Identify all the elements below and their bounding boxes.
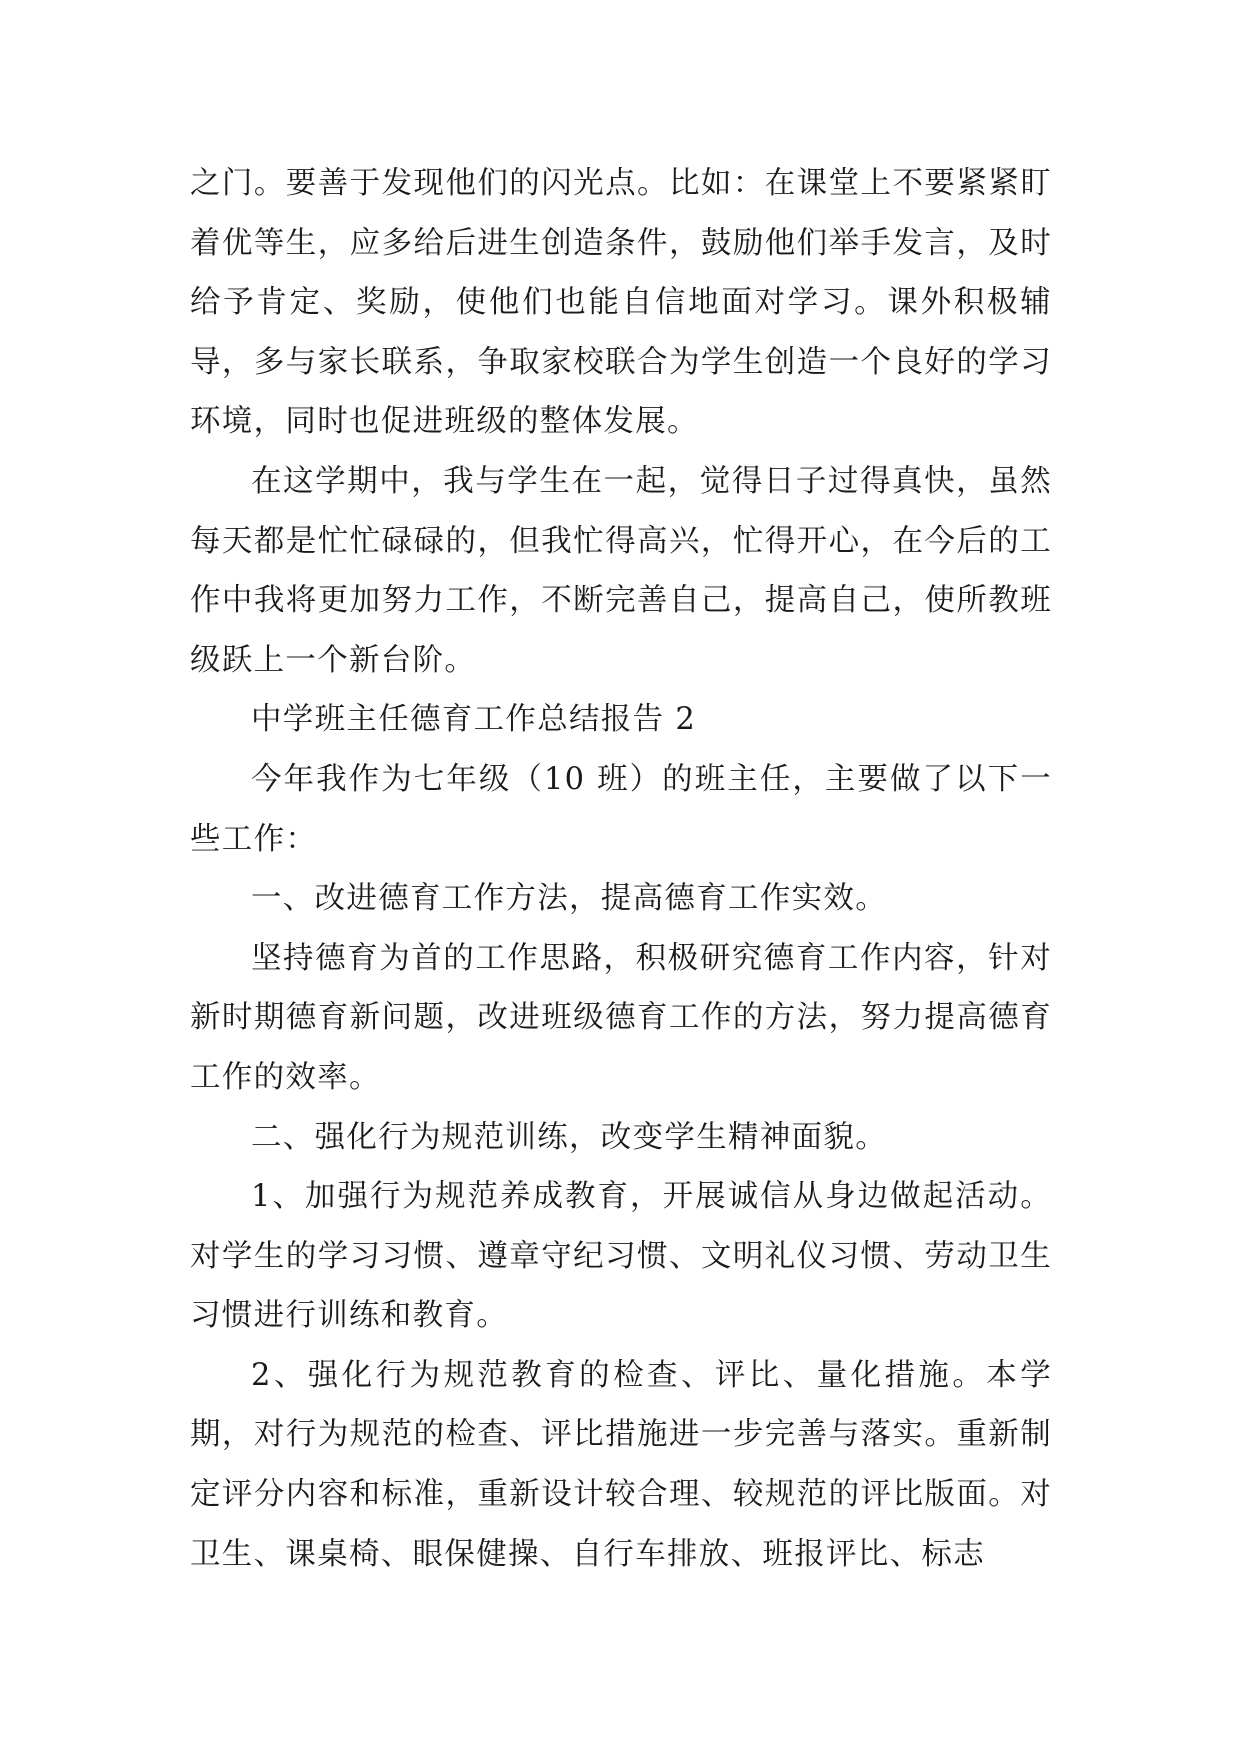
section-heading-1: 一、改进德育工作方法，提高德育工作实效。 <box>251 881 887 917</box>
list-item-1: 1、加强行为规范养成教育，开展诚信从身边做起活动。对学生的学习习惯、遵章守纪习惯、文明礼仪习惯、劳动卫生习惯进行训练和教育。 <box>190 1179 1052 1334</box>
list-item-2: 2、强化行为规范教育的检查、评比、量化措施。本学期，对行为规范的检查、评比措施进一步完善与落实。重新制定评分内容和标准，重新设计较合理、较规范的评比版面。对卫生、课桌椅、眼保健操、自行车排放、班报评比、标志 <box>190 1357 1052 1572</box>
paragraph-4: 坚持德育为首的工作思路，积极研究德育工作内容，针对新时期德育新问题，改进班级德育工作的方法，努力提高德育工作的效率。 <box>190 940 1052 1095</box>
paragraph-2: 在这学期中，我与学生在一起，觉得日子过得真快，虽然每天都是忙忙碌碌的，但我忙得高兴，忙得开心，在今后的工作中我将更加努力工作，不断完善自己，提高自己，使所教班级跃上一个新台阶。 <box>190 463 1052 678</box>
section-heading-report-2: 中学班主任德育工作总结报告 2 <box>251 702 697 738</box>
section-heading-2: 二、强化行为规范训练，改变学生精神面貌。 <box>251 1119 887 1155</box>
paragraph-1: 之门。要善于发现他们的闪光点。比如：在课堂上不要紧紧盯着优等生，应多给后进生创造条件，鼓励他们举手发言，及时给予肯定、奖励，使他们也能自信地面对学习。课外积极辅导，多与家长联系，争取家校联合为学生创造一个良好的学习环境，同时也促进班级的整体发展。 <box>190 166 1052 440</box>
paragraph-3: 今年我作为七年级（10 班）的班主任，主要做了以下一些工作： <box>190 761 1052 857</box>
document-body <box>190 154 1052 1584</box>
